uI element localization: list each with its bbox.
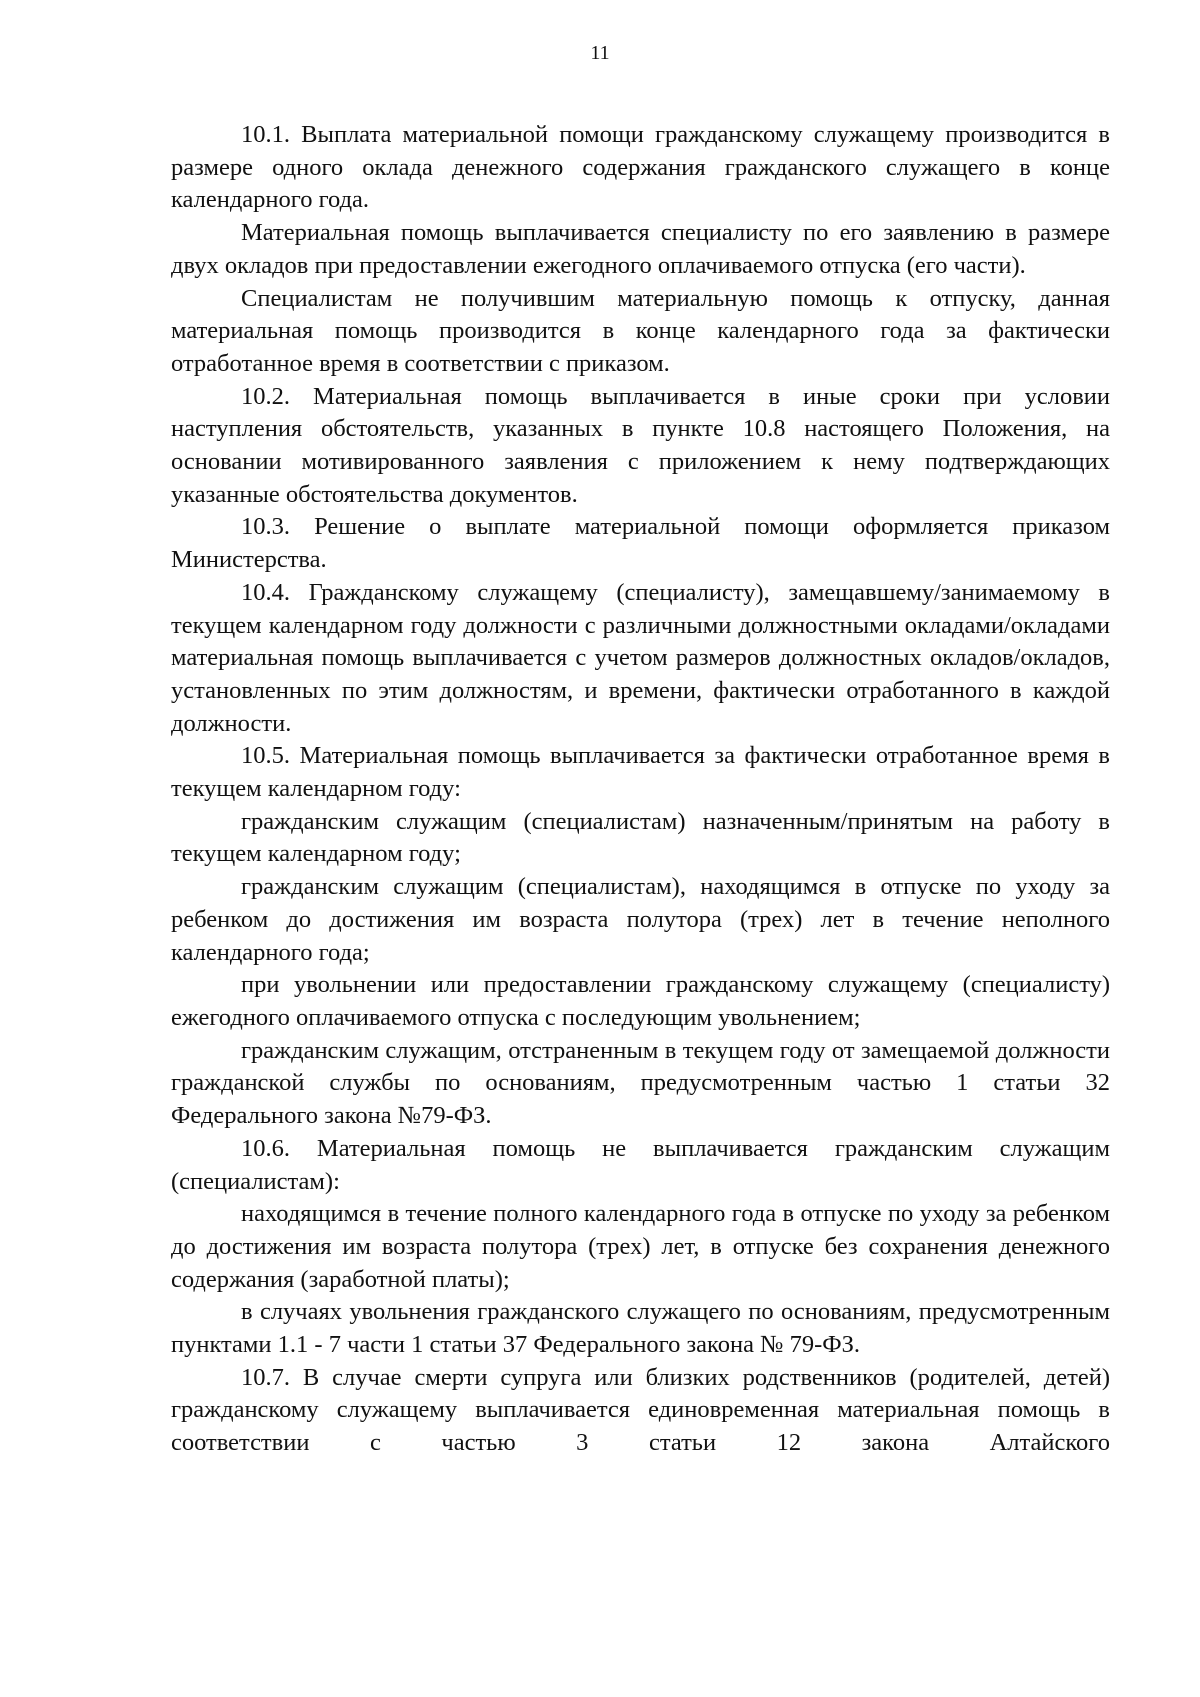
paragraph-specialists-no-aid: Специалистам не получившим материальную помощь к отпуску, данная материальная помощь производится в конце календарного года за фактически отработанное время в соответствии с приказом. xyxy=(171,284,1110,377)
paragraph-10-4: 10.4. Гражданскому служащему (специалисту), замещавшему/занимаемому в текущем календарном году должности с различными должностными окладами/окладами материальная помощь выплачивается с учетом размеров должностных окладов/окладов, установленных по этим должностям, и времени, фактически отработанного в каждой должности. xyxy=(171,578,1110,737)
document-body xyxy=(171,119,1110,1460)
paragraph-10-7: 10.7. В случае смерти супруга или близких родственников (родителей, детей) гражданскому служащему выплачивается единовременная материальная помощь в соответствии с частью 3 статьи 12 закона Алтайского xyxy=(171,1363,1110,1457)
paragraph-10-6-item-child-leave: находящимся в течение полного календарного года в отпуске по уходу за ребенком до достижения им возраста полутора (трех) лет, в отпуске без сохранения денежного содержания (заработной платы); xyxy=(171,1200,1110,1293)
paragraph-10-2: 10.2. Материальная помощь выплачивается в иные сроки при условии наступления обстоятельств, указанных в пункте 10.8 настоящего Положения, на основании мотивированного заявления с приложением к нему подтверждающих указанные обстоятельства документов. xyxy=(171,382,1110,508)
paragraph-10-1: 10.1. Выплата материальной помощи гражданскому служащему производится в размере одного оклада денежного содержания гражданского служащего в конце календарного года. xyxy=(171,121,1110,214)
paragraph-10-6: 10.6. Материальная помощь не выплачивается гражданским служащим (специалистам): xyxy=(171,1134,1110,1195)
paragraph-10-3: 10.3. Решение о выплате материальной помощи оформляется приказом Министерства. xyxy=(171,513,1110,574)
paragraph-10-5-item-appointed: гражданским служащим (специалистам) назначенным/принятым на работу в текущем календарном году; xyxy=(171,807,1110,868)
page-number: 11 xyxy=(590,42,610,64)
paragraph-10-6-item-dismissal: в случаях увольнения гражданского служащего по основаниям, предусмотренным пунктами 1.1 - 7 части 1 статьи 37 Федерального закона № 79-ФЗ. xyxy=(171,1298,1110,1359)
paragraph-10-5-item-child-leave: гражданским служащим (специалистам), находящимся в отпуске по уходу за ребенком до достижения им возраста полутора (трех) лет в течение неполного календарного года; xyxy=(171,873,1110,966)
paragraph-10-5: 10.5. Материальная помощь выплачивается за фактически отработанное время в текущем календарном году: xyxy=(171,742,1110,803)
paragraph-10-5-item-dismissal: при увольнении или предоставлении гражданскому служащему (специалисту) ежегодного оплачиваемого отпуска с последующим увольнением; xyxy=(171,971,1110,1031)
paragraph-10-5-item-suspended: гражданским служащим, отстраненным в текущем году от замещаемой должности гражданской службы по основаниям, предусмотренным частью 1 статьи 32 Федерального закона №79-ФЗ. xyxy=(171,1036,1110,1130)
paragraph-material-aid-vacation: Материальная помощь выплачивается специалисту по его заявлению в размере двух окладов при предоставлении ежегодного оплачиваемого отпуска (его части). xyxy=(171,219,1110,279)
